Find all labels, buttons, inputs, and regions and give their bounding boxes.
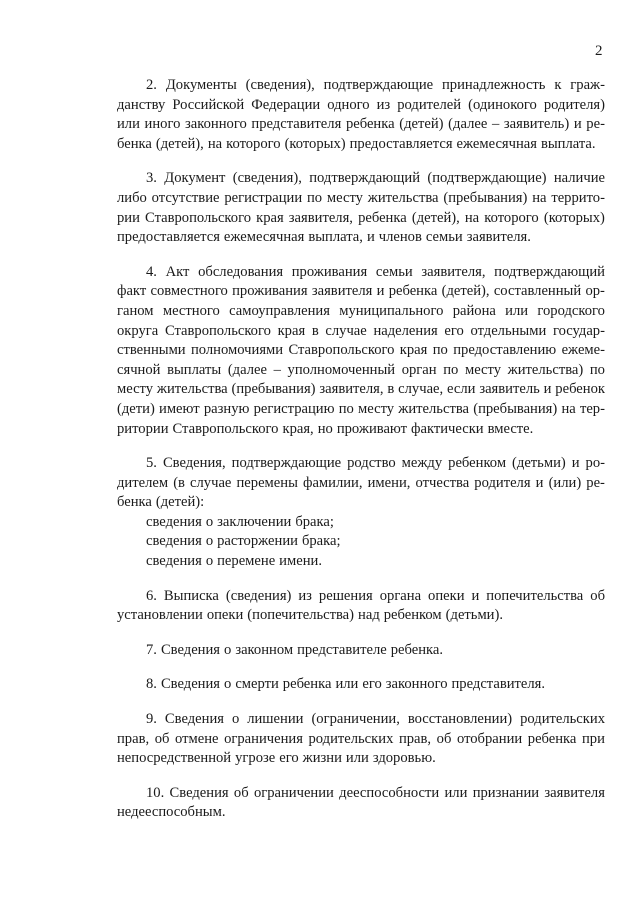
text-line bbox=[117, 169, 605, 189]
word: и bbox=[376, 283, 385, 300]
word: и bbox=[573, 116, 582, 133]
word: Ставропольского bbox=[164, 322, 271, 339]
word: граж- bbox=[570, 77, 605, 93]
paragraph-p10 bbox=[117, 784, 605, 823]
word: подтверждающий bbox=[494, 263, 605, 280]
word: но bbox=[317, 420, 333, 437]
word: ребенка bbox=[358, 209, 407, 226]
word: наделения bbox=[373, 322, 438, 339]
word: о bbox=[231, 711, 240, 728]
word: заявитель) bbox=[503, 116, 570, 133]
paragraph-gap bbox=[117, 248, 605, 263]
word: бенка bbox=[117, 494, 152, 511]
word: 8. bbox=[146, 676, 157, 693]
word: имени. bbox=[279, 553, 322, 570]
word: ежемесячная bbox=[223, 229, 305, 246]
word: Выписка bbox=[163, 587, 219, 604]
word: проживают bbox=[336, 420, 408, 437]
word: (детей), bbox=[155, 135, 204, 152]
word: предоставляется bbox=[349, 135, 453, 152]
word: о bbox=[205, 513, 214, 530]
word: месту bbox=[117, 381, 154, 398]
text-line bbox=[117, 532, 605, 552]
word: 10. bbox=[146, 784, 165, 801]
word: заключении bbox=[217, 513, 292, 530]
word: Федерации bbox=[251, 96, 321, 113]
word: ограничения bbox=[224, 730, 303, 747]
word: (или) bbox=[548, 474, 582, 491]
word: месту bbox=[358, 400, 395, 417]
word: на bbox=[207, 135, 223, 152]
word: сведения bbox=[146, 553, 202, 570]
word: Ставропольского bbox=[145, 209, 251, 226]
word: отсутствие bbox=[151, 189, 220, 206]
word: (дети) bbox=[117, 400, 155, 417]
word: 7. bbox=[146, 641, 157, 658]
word: опеки bbox=[428, 587, 465, 604]
word: округа bbox=[117, 322, 159, 339]
word: фамилии, bbox=[302, 474, 363, 491]
word: родителей bbox=[397, 96, 462, 113]
word: лишении bbox=[247, 711, 304, 728]
word: (детьми) bbox=[512, 455, 566, 472]
word: подтверждающие bbox=[231, 455, 342, 472]
word: отдельными bbox=[470, 322, 547, 339]
word: (детей), bbox=[441, 283, 490, 300]
paragraph-gap bbox=[117, 572, 605, 587]
word: ритории bbox=[117, 420, 169, 437]
word: прав, bbox=[117, 730, 150, 747]
word: его bbox=[279, 750, 299, 767]
word: установлении bbox=[117, 607, 203, 624]
word: рии bbox=[117, 209, 140, 226]
word: (детей): bbox=[155, 494, 205, 511]
word: самоуправления bbox=[229, 302, 330, 319]
word: Акт bbox=[165, 263, 190, 280]
word: месту bbox=[464, 361, 502, 378]
word: на bbox=[532, 189, 547, 206]
word: попечительства bbox=[486, 587, 584, 604]
word: сячной bbox=[117, 361, 161, 378]
word: – bbox=[491, 116, 500, 133]
word: принадлежность bbox=[442, 77, 546, 93]
word: родительских bbox=[520, 711, 605, 728]
word: ребенка bbox=[345, 116, 395, 133]
word: сведения bbox=[146, 533, 202, 550]
word: 9. bbox=[146, 711, 157, 728]
text-line bbox=[117, 96, 605, 116]
word: или bbox=[335, 676, 359, 693]
word: и bbox=[366, 229, 375, 246]
word: по bbox=[432, 342, 448, 359]
word: Сведения bbox=[164, 711, 224, 728]
paragraph-p2 bbox=[117, 76, 605, 154]
word: брака; bbox=[295, 513, 334, 530]
word: в bbox=[387, 381, 395, 398]
word: местного bbox=[162, 302, 220, 319]
word: сведения bbox=[146, 513, 202, 530]
word: обследования bbox=[198, 263, 284, 280]
word: Сведения bbox=[160, 676, 221, 693]
word: о bbox=[205, 553, 214, 570]
paragraph-p8 bbox=[117, 675, 605, 695]
text-line bbox=[117, 282, 605, 302]
word: ребенком bbox=[383, 607, 442, 624]
word: регистрации bbox=[224, 189, 303, 206]
word: родителя bbox=[474, 474, 531, 491]
word: муниципального bbox=[339, 302, 444, 319]
word: (сведения), bbox=[232, 170, 302, 187]
word: (попечительства) bbox=[247, 607, 355, 624]
word: (сведения) bbox=[225, 587, 292, 604]
word: расторжении bbox=[217, 533, 298, 550]
word: ганом bbox=[117, 302, 154, 319]
word: проживания bbox=[232, 283, 308, 300]
word: заявителя, bbox=[421, 263, 486, 280]
word: законном bbox=[235, 641, 294, 658]
word: факт bbox=[117, 283, 147, 300]
text-line bbox=[117, 400, 605, 420]
text-line bbox=[117, 803, 605, 823]
word: отобрании bbox=[456, 730, 523, 747]
word: регистрацию bbox=[253, 400, 335, 417]
word: тер- bbox=[579, 400, 605, 417]
word: ро- bbox=[585, 455, 605, 472]
text-line bbox=[117, 322, 605, 342]
word: края bbox=[277, 322, 306, 339]
word: представителе bbox=[297, 641, 387, 658]
word: органа bbox=[379, 587, 422, 604]
word: террито- bbox=[551, 189, 605, 206]
text-line bbox=[117, 587, 605, 607]
word: выплата, bbox=[308, 229, 363, 246]
text-line bbox=[117, 380, 605, 400]
word: подтверждающие bbox=[323, 77, 434, 93]
word: предоставлению bbox=[453, 342, 557, 359]
word: заявителя, bbox=[319, 381, 384, 398]
word: смерти bbox=[235, 676, 279, 693]
word: о bbox=[205, 533, 214, 550]
word: перемене bbox=[217, 553, 276, 570]
word: об bbox=[233, 784, 249, 801]
word: заявителя. bbox=[466, 229, 531, 246]
word: решения bbox=[318, 587, 373, 604]
word: (пребывания) bbox=[443, 189, 528, 206]
text-line bbox=[117, 420, 605, 440]
word: случае bbox=[190, 474, 232, 491]
page-number: 2 bbox=[595, 43, 603, 59]
word: брака; bbox=[301, 533, 341, 550]
word: об bbox=[590, 587, 605, 604]
word: иного bbox=[144, 116, 181, 133]
word: (подтверждающие) bbox=[427, 170, 547, 187]
word: разную bbox=[203, 400, 250, 417]
word: дителем bbox=[117, 474, 169, 491]
word: ре- bbox=[586, 474, 605, 491]
word: государ- bbox=[552, 322, 605, 339]
word: членов bbox=[378, 229, 422, 246]
word: 5. bbox=[146, 455, 157, 472]
text-line bbox=[117, 263, 605, 283]
text-line bbox=[117, 454, 605, 474]
word: имеют bbox=[159, 400, 200, 417]
text-line bbox=[117, 493, 605, 513]
word: семьи bbox=[425, 229, 463, 246]
word: восстановлении) bbox=[407, 711, 513, 728]
word: родство bbox=[347, 455, 396, 472]
text-line bbox=[117, 784, 605, 804]
paragraph-p3 bbox=[117, 169, 605, 247]
word: Российской bbox=[172, 96, 245, 113]
word: из bbox=[376, 96, 391, 113]
text-line bbox=[117, 209, 605, 229]
word: о bbox=[224, 641, 232, 658]
word: представителя. bbox=[451, 676, 546, 693]
word: орган bbox=[401, 361, 437, 378]
word: жизни bbox=[302, 750, 342, 767]
word: (детьми). bbox=[445, 607, 504, 624]
word: законного bbox=[185, 116, 247, 133]
word: (которых) bbox=[284, 135, 346, 152]
text-line bbox=[117, 730, 605, 750]
text-line bbox=[117, 361, 605, 381]
word: заявителя bbox=[311, 283, 373, 300]
word: 4. bbox=[146, 263, 157, 280]
word: выплата. bbox=[540, 135, 596, 152]
word: или bbox=[444, 784, 468, 801]
text-line bbox=[117, 341, 605, 361]
word: ребенка. bbox=[390, 641, 444, 658]
word: если bbox=[447, 381, 476, 398]
word: или bbox=[117, 116, 140, 133]
word: по bbox=[338, 400, 354, 417]
word: (в bbox=[173, 474, 185, 491]
word: семьи bbox=[375, 263, 413, 280]
text-line bbox=[117, 302, 605, 322]
word: 2. bbox=[146, 77, 157, 93]
word: прав, bbox=[398, 730, 432, 747]
paragraph-gap bbox=[117, 154, 605, 169]
word: родителя) bbox=[543, 96, 605, 113]
word: Сведения bbox=[160, 641, 221, 658]
word: района bbox=[452, 302, 496, 319]
word: вместе. bbox=[487, 420, 534, 437]
text-line bbox=[117, 641, 605, 661]
word: данству bbox=[117, 96, 166, 113]
word: его bbox=[362, 676, 382, 693]
word: законного bbox=[385, 676, 448, 693]
word: полномочиями bbox=[190, 342, 284, 359]
word: и bbox=[535, 474, 544, 491]
word: ребенок bbox=[555, 381, 605, 398]
word: (сведения), bbox=[245, 77, 315, 93]
word: бенка bbox=[117, 135, 152, 152]
word: Документы bbox=[165, 77, 237, 93]
word: ежеме- bbox=[561, 342, 605, 359]
text-line bbox=[117, 710, 605, 730]
word: признании bbox=[472, 784, 540, 801]
word: или bbox=[345, 750, 369, 767]
word: ребенком bbox=[448, 455, 507, 472]
word: из bbox=[298, 587, 312, 604]
word: – bbox=[273, 361, 281, 378]
word: края bbox=[256, 209, 284, 226]
word: недееспособным. bbox=[117, 804, 226, 821]
word: (далее bbox=[448, 116, 488, 133]
text-line bbox=[117, 189, 605, 209]
word: и bbox=[571, 455, 580, 472]
paragraph-gap bbox=[117, 439, 605, 454]
word: 3. bbox=[146, 170, 157, 187]
word: по bbox=[443, 361, 459, 378]
word: наличие bbox=[553, 170, 605, 187]
word: проживания bbox=[291, 263, 368, 280]
word: случае, bbox=[398, 381, 444, 398]
word: отчества bbox=[415, 474, 470, 491]
word: опеки bbox=[206, 607, 244, 624]
word: в bbox=[311, 322, 319, 339]
text-line bbox=[117, 228, 605, 248]
word: на bbox=[561, 400, 576, 417]
word: и bbox=[471, 587, 480, 604]
word: его bbox=[444, 322, 464, 339]
word: (одинокого bbox=[468, 96, 537, 113]
word: совместного bbox=[150, 283, 228, 300]
word: перемены bbox=[236, 474, 298, 491]
paragraph-gap bbox=[117, 695, 605, 710]
word: при bbox=[582, 730, 605, 747]
word: об bbox=[436, 730, 452, 747]
word: (пребывания) bbox=[473, 400, 558, 417]
word: представителя bbox=[251, 116, 342, 133]
text-line bbox=[117, 675, 605, 695]
word: ребенка bbox=[527, 730, 577, 747]
word: предоставляется bbox=[117, 229, 220, 246]
word: Ставропольского bbox=[288, 342, 395, 359]
word: жительства bbox=[398, 400, 469, 417]
word: жительства bbox=[367, 189, 439, 206]
word: Документ bbox=[164, 170, 226, 187]
word: заявителя bbox=[544, 784, 605, 801]
word: над bbox=[358, 607, 380, 624]
paragraph-p4 bbox=[117, 263, 605, 439]
word: заявителя, bbox=[288, 209, 353, 226]
word: уполномоченный bbox=[287, 361, 396, 378]
text-line bbox=[117, 474, 605, 494]
word: к bbox=[554, 77, 562, 93]
word: (детей), bbox=[411, 209, 460, 226]
word: края bbox=[399, 342, 428, 359]
word: месту bbox=[326, 189, 363, 206]
word: между bbox=[401, 455, 443, 472]
word: ственными bbox=[117, 342, 186, 359]
word: одного bbox=[327, 96, 370, 113]
word: здоровью. bbox=[372, 750, 436, 767]
word: выплаты bbox=[167, 361, 222, 378]
word: составленный bbox=[493, 283, 582, 300]
word: родительских bbox=[308, 730, 394, 747]
word: случае bbox=[325, 322, 367, 339]
word: дееспособности bbox=[339, 784, 440, 801]
word: ре- bbox=[586, 116, 605, 133]
text-line bbox=[117, 552, 605, 572]
word: о bbox=[224, 676, 232, 693]
word: (далее bbox=[227, 361, 267, 378]
word: ребенка bbox=[388, 283, 438, 300]
text-line bbox=[117, 76, 605, 96]
word: ограничении bbox=[253, 784, 334, 801]
word: об bbox=[154, 730, 170, 747]
text-line bbox=[117, 135, 605, 155]
word: которого bbox=[484, 209, 539, 226]
word: края, bbox=[282, 420, 314, 437]
paragraph-p5 bbox=[117, 454, 605, 572]
word: (ограничении, bbox=[311, 711, 400, 728]
word: городского bbox=[537, 302, 605, 319]
document-body bbox=[117, 76, 605, 823]
word: Сведения, bbox=[162, 455, 226, 472]
word: Сведения bbox=[169, 784, 229, 801]
word: ор- bbox=[585, 283, 605, 300]
word: угрозе bbox=[235, 750, 276, 767]
word: 6. bbox=[146, 587, 157, 604]
text-line bbox=[117, 115, 605, 135]
word: или bbox=[505, 302, 529, 319]
word: на bbox=[464, 209, 480, 226]
text-line bbox=[117, 513, 605, 533]
word: по bbox=[306, 189, 323, 206]
word: ребенка bbox=[282, 676, 332, 693]
word: (пребывания) bbox=[231, 381, 316, 398]
word: жительства bbox=[156, 381, 228, 398]
word: отмене bbox=[175, 730, 219, 747]
word: фактически bbox=[411, 420, 484, 437]
word: и bbox=[543, 381, 552, 398]
word: по bbox=[589, 361, 605, 378]
word: Ставропольского bbox=[172, 420, 279, 437]
word: ежемесячная bbox=[456, 135, 537, 152]
word: либо bbox=[117, 189, 147, 206]
paragraph-p6 bbox=[117, 587, 605, 626]
word: имени, bbox=[367, 474, 411, 491]
text-line bbox=[117, 749, 605, 769]
paragraph-p9 bbox=[117, 710, 605, 769]
word: (детей) bbox=[399, 116, 444, 133]
word: которого bbox=[226, 135, 281, 152]
paragraph-gap bbox=[117, 626, 605, 641]
paragraph-p7 bbox=[117, 641, 605, 661]
word: непосредственной bbox=[117, 750, 232, 767]
text-line bbox=[117, 606, 605, 626]
paragraph-gap bbox=[117, 769, 605, 784]
word: жительства) bbox=[507, 361, 584, 378]
paragraph-gap bbox=[117, 660, 605, 675]
word: заявитель bbox=[479, 381, 540, 398]
word: (которых) bbox=[543, 209, 605, 226]
word: подтверждающий bbox=[309, 170, 421, 187]
